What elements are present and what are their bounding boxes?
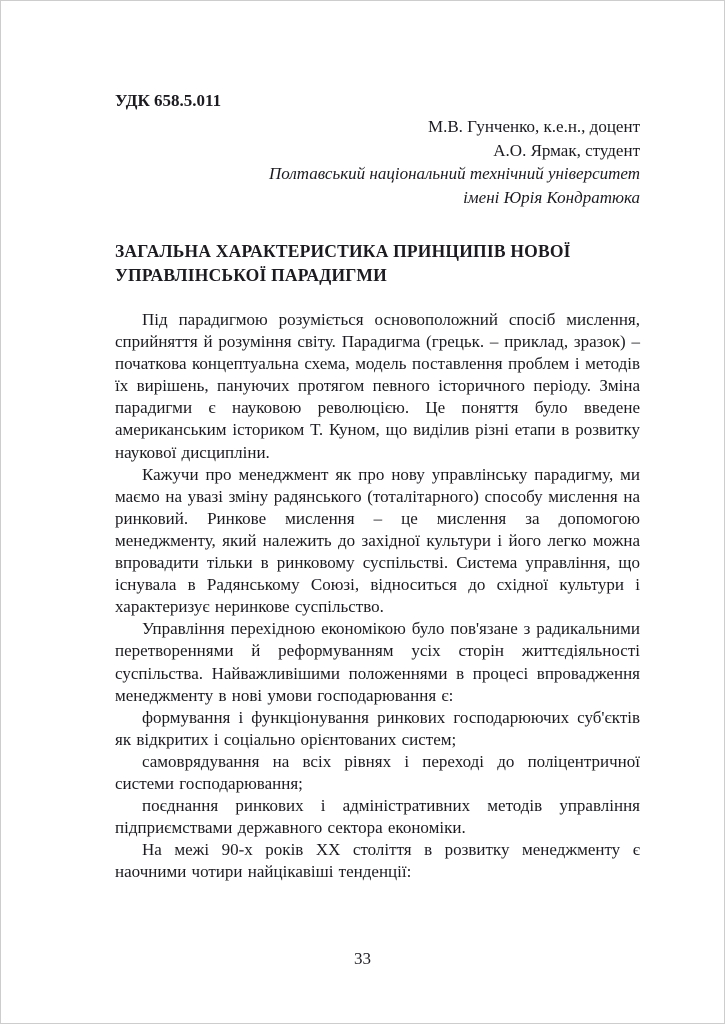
udc-code: УДК 658.5.011 [115,91,222,110]
paragraph: самоврядування на всіх рівнях і переході до поліцентричної системи господарювання; [115,751,640,793]
affiliation-line: імені Юрія Кондратюка [463,187,640,207]
article-title: ЗАГАЛЬНА ХАРАКТЕРИСТИКА ПРИНЦИПІВ НОВОЇ УПРАВЛІНСЬКОЇ ПАРАДИГМИ [115,241,571,285]
page-number: 33 [354,949,371,968]
affiliation-line: Полтавський національний технічний університет [269,164,640,183]
byline-block [115,115,640,209]
paragraph: Кажучи про менеджмент як про нову управлінську парадигму, ми маємо на увазі зміну радянського (тоталітарного) способу мислення на ринковий. Ринкове мислення – це мислення за допомогою менеджменту, який належить до західної культури і його легко можна впровадити тільки в ринковому суспільстві. Система управління, що існувала в Радянському Союзі, відноситься до східної культури і характеризує неринкове суспільство. [115,464,640,617]
paragraph: формування і функціонування ринкових господарюючих суб'єктів як відкритих і соціально орієнтованих систем; [115,707,640,749]
page-content [115,89,640,883]
paragraph: Під парадигмою розуміється основоположний спосіб мислення, сприйняття й розуміння світу. Парадигма (грецьк. – приклад, зразок) – початкова концептуальна схема, модель поставлення проблем і методів їх вирішень, пануючих протягом певного історичного періоду. Зміна парадигми є науковою революцією. Це поняття було введене американським істориком Т. Куном, що виділив різні етапи в розвитку наукової дисципліни. [115,310,640,462]
author-line: А.О. Ярмак, студент [493,140,640,160]
paragraph: На межі 90-х років XX століття в розвитку менеджменту є наочними чотири найцікавіші тенденції: [115,840,640,882]
paragraph: Управління перехідною економікою було пов'язане з радикальними перетвореннями й реформуванням усіх сторін життєдіяльності суспільства. Найважливішими положеннями в процесі впровадження менеджменту в нові умови господарювання є: [115,619,640,705]
paragraph: поєднання ринкових і адміністративних методів управління підприємствами державного сектора економіки. [115,796,640,838]
author-line: М.В. Гунченко, к.е.н., доцент [427,117,640,136]
